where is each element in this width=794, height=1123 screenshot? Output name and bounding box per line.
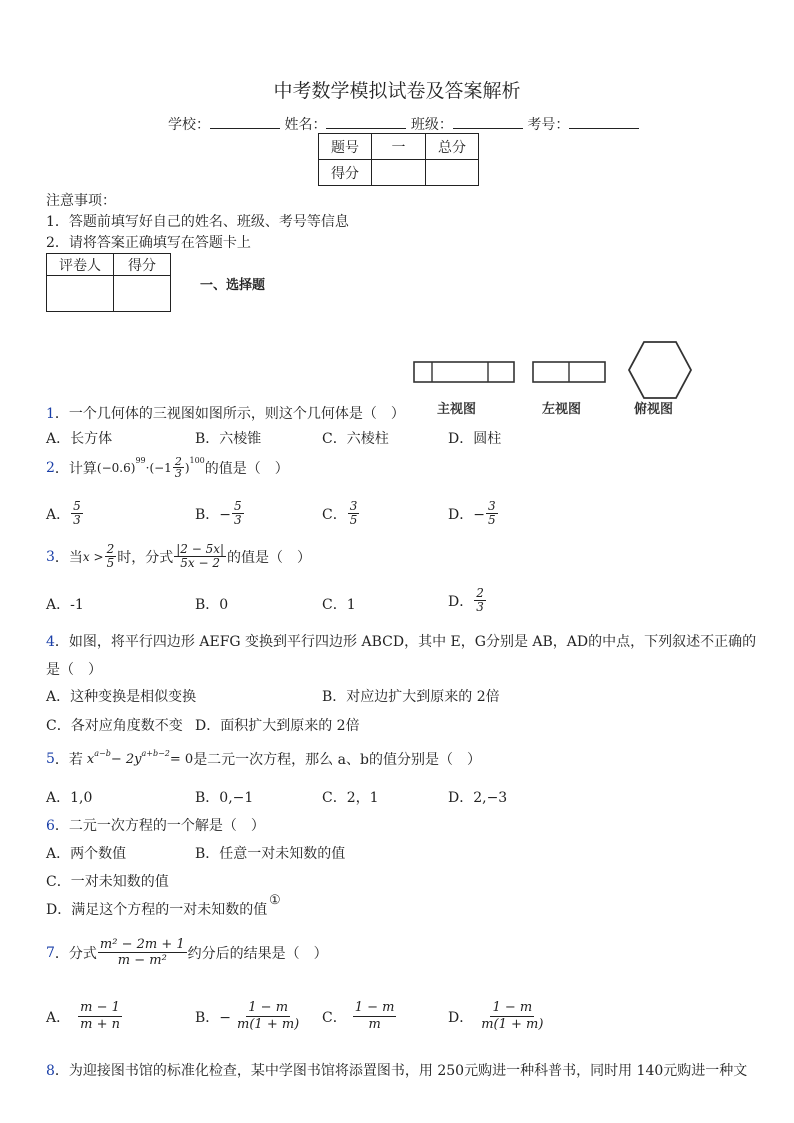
q6-option-b: B．任意一对未知数的值: [195, 846, 346, 862]
q5-option-d: D．2,−3: [448, 790, 508, 806]
q1-option-a: A．长方体: [46, 431, 113, 447]
q4-option-a: A．这种变换是相似变换: [46, 689, 197, 705]
q3-option-a: A．-1: [46, 597, 84, 613]
score-cell: [426, 160, 479, 186]
question-7: 7 ．分式 $\frac{\text{m² − 2m + 1}}{\text{m − m²}}$ 约分后的结果是（ ）: [46, 937, 328, 968]
grader-score-header: 得分: [114, 254, 171, 276]
grader-cell: [47, 276, 114, 312]
page-title: 中考数学模拟试卷及答案解析: [273, 80, 521, 102]
front-view-shape: [414, 362, 514, 382]
top-view-hexagon: [629, 342, 691, 398]
student-info-line: [168, 114, 639, 134]
note-2: 2．请将答案正确填写在答题卡上: [46, 235, 251, 251]
q5-option-b: B．0,−1: [195, 790, 254, 806]
question-1: 1．一个几何体的三视图如图所示，则这个几何体是（ ）: [46, 406, 405, 422]
question-3: 3 ．当 x > $\frac{2}{5}$ 时，分式 $\frac{|2 - 5x|}{5x - 2}$ 的值是（ ）: [46, 542, 312, 570]
q6-option-d: D．满足这个方程的一对未知数的值: [46, 902, 268, 918]
section-heading: 一、选择题: [200, 278, 266, 293]
q4-option-c: C．各对应角度数不变: [46, 718, 183, 734]
school-label: 学校：: [168, 117, 210, 133]
q2-option-c: C． $\frac{3}{5}$: [322, 499, 358, 527]
question-2: 2 ．计算 (−0.6) $^{99}$ ·(−1 $\frac{2}{3}$ ) $^{100}$ 的值是（ ）: [46, 455, 289, 480]
front-view-label: 主视图: [437, 402, 477, 417]
left-view-label: 左视图: [542, 402, 582, 417]
q1-option-b: B．六棱锥: [195, 431, 262, 447]
score-table: [318, 133, 479, 186]
grader-header: 评卷人: [47, 254, 114, 276]
q2-option-d: D．− $\frac{3}{5}$: [448, 499, 496, 527]
question-6: 6．二元一次方程的一个解是（ ）: [46, 818, 265, 834]
q3-option-c: C．1: [322, 597, 356, 613]
q3-option-b: B．0: [195, 597, 229, 613]
q4-option-b: B．对应边扩大到原来的 2倍: [322, 689, 500, 705]
q1-option-c: C．六棱柱: [322, 431, 389, 447]
q7-option-b: B．− $\frac{1 - m}{m(1 + m)}$: [195, 1000, 300, 1032]
exam-no-label: 考号：: [527, 117, 570, 133]
q1-option-d: D．圆柱: [448, 431, 502, 447]
q2-option-b: B．− $\frac{5}{3}$: [195, 499, 242, 527]
score-row-label: 得分: [319, 160, 372, 186]
q4-option-d: D．面积扩大到原来的 2倍: [195, 718, 360, 734]
q7-option-c: C． $\frac{1 - m}{m}$: [322, 1000, 395, 1032]
note-1: 1．答题前填写好自己的姓名、班级、考号等信息: [46, 214, 349, 230]
score-header-total: 总分: [426, 134, 479, 160]
grader-cell: [114, 276, 171, 312]
q6-option-c: C．一对未知数的值: [46, 874, 169, 890]
grader-table: [46, 253, 171, 312]
q6-mark: ①: [269, 893, 281, 908]
class-label: 班级：: [410, 117, 453, 133]
name-blank: [326, 114, 406, 129]
name-label: 姓名：: [284, 117, 327, 133]
question-4-cont: 是（ ）: [46, 662, 102, 678]
score-header-question: 题号: [319, 134, 372, 160]
q7-option-a: A． $\frac{m - 1}{m + n}$: [46, 1000, 120, 1032]
q7-option-d: D． $\frac{1 - m}{m(1 + m)}$: [448, 1000, 544, 1032]
class-blank: [453, 114, 523, 129]
score-cell: [372, 160, 426, 186]
q6-option-a: A．两个数值: [46, 846, 127, 862]
q2-option-a: A． $\frac{5}{3}$: [46, 499, 81, 527]
score-header-section1: 一: [372, 134, 426, 160]
q5-option-c: C．2，1: [322, 790, 379, 806]
question-8: 8．为迎接图书馆的标准化检查，某中学图书馆将添置图书，用 250元购进一种科普书，同时用 140元购进一种文: [46, 1063, 748, 1079]
question-5: 5 ．若 x $^{a-b}$ − 2y $^{a+b-2}$ = 0 是二元一次方程，那么 a、b的值分别是（ ）: [46, 749, 481, 768]
notes-heading: 注意事项：: [46, 193, 116, 209]
question-4: 4．如图，将平行四边形 AEFG 变换到平行四边形 ABCD，其中 E，G分别是 AB，AD的中点，下列叙述不正确的: [46, 634, 757, 650]
school-blank: [210, 114, 280, 129]
exam-no-blank: [569, 114, 639, 129]
q5-option-a: A．1,0: [46, 790, 93, 806]
top-view-label: 俯视图: [634, 402, 674, 417]
q3-option-d: D． $\frac{2}{3}$: [448, 586, 484, 614]
